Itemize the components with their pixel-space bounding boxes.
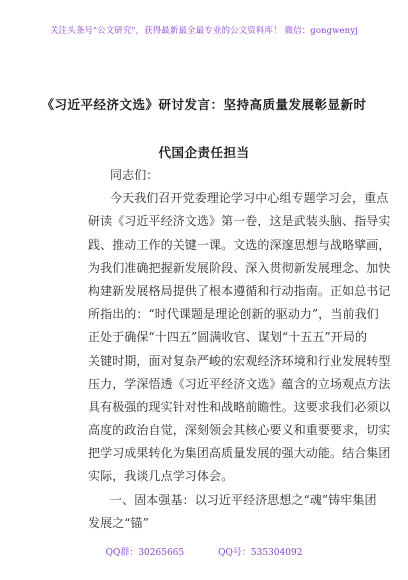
section-heading-line: 一、固本强基：以习近平经济思想之“魂”铸牢集团 <box>110 492 377 507</box>
body-line: 同志们： <box>110 168 159 182</box>
header-banner: 关注头条号"公文研究"，获得最新最全最专业的公文资料库！ 微信：gongwenyj <box>50 26 358 36</box>
section-heading-line: 发展之“锚” <box>88 515 149 530</box>
document-title-line-1: 《习近平经济文选》研讨发言：坚持高质量发展彰显新时 <box>41 97 367 112</box>
body-line: 构建新发展格局提供了根本遵循和行动指南。正如总书记 <box>88 283 391 298</box>
document-title-line-2: 代国企责任担当 <box>158 145 250 160</box>
body-line: 所指出的：“时代课题是理论创新的驱动力”，当前我们 <box>88 307 379 322</box>
body-line: 今天我们召开党委理论学习中心组专题学习会，重点 <box>110 191 389 206</box>
body-line: 为我们准确把握新发展阶段、深入贯彻新发展理念、加快 <box>88 260 391 275</box>
body-line: 把学习成果转化为集团高质量发展的强大动能。结合集团 <box>88 446 391 461</box>
document-body <box>88 164 391 535</box>
body-line: 践、推动工作的关键一课。文选的深邃思想与战略擘画， <box>88 237 391 252</box>
footer-qq-group: QQ群：30265665 <box>105 548 185 558</box>
footer-banner <box>0 545 408 558</box>
footer-qq-number: QQ号：535304092 <box>218 548 303 558</box>
body-line: 高度的政治自觉，深刻领会其核心要义和重要要求，切实 <box>88 423 391 438</box>
body-line: 具有极强的现实针对性和战略前瞻性。这要求我们必须以 <box>88 399 391 414</box>
body-line: 压力，学深悟透《习近平经济文选》蕴含的立场观点方法 <box>88 376 391 391</box>
body-line: 关键时期，面对复杂严峻的宏观经济环境和行业发展转型 <box>88 353 391 368</box>
body-line: 实际，我谈几点学习体会。 <box>88 469 234 484</box>
body-line: 正处于确保“十四五”圆满收官、谋划“十五五”开局的 <box>88 330 368 345</box>
body-line: 研读《习近平经济文选》第一卷，这是武装头脑、指导实 <box>88 214 391 229</box>
